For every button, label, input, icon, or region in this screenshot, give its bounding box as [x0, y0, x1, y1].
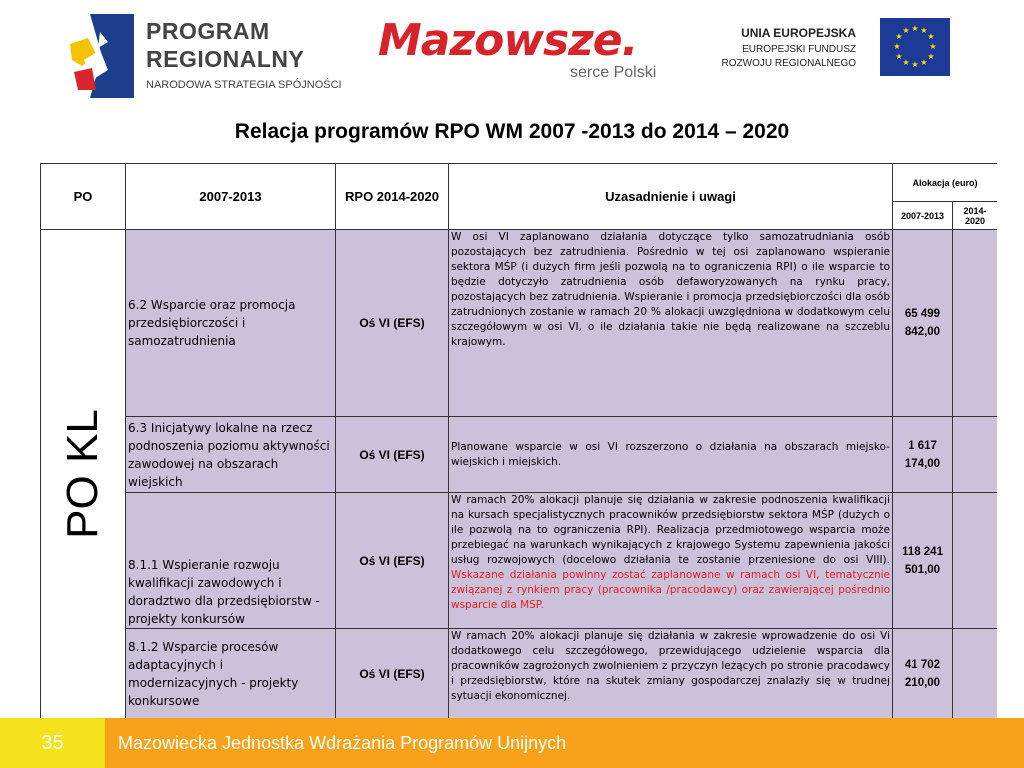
- svg-text:★: ★: [895, 52, 903, 61]
- alloc-2007-cell: [893, 417, 953, 493]
- header-alok-2014: 2014-2020: [953, 202, 998, 230]
- svg-text:★: ★: [927, 52, 935, 61]
- svg-text:★: ★: [920, 58, 928, 67]
- header-rpo-2014-2020: RPO 2014-2020: [336, 164, 449, 230]
- svg-text:★: ★: [927, 32, 935, 41]
- note-text: W ramach 20% alokacji planuje się działania w zakresie podnoszenia kwalifikacji na kursach specjalistycznych pracowników przedsiębiorstw sektora MŚP (dużych o ile pozwolą na to ograniczenia RPI). Realizacja przedmiotowego wsparcia może przebiegać na warunkach wynikających z krajowego Systemu zapewnienia jakości usług rozwojowych (docelowo działania te zostanie przeniesione do osi VIII).: [451, 494, 890, 566]
- note-red-text: Wskazane działania powinny zostać zaplanowane w ramach osi VI, tematycznie związanej z rynkiem pracy (pracownika /pracodawcy) oraz zawierającej pośrednio wsparcie dla MSP.: [451, 569, 890, 611]
- svg-text:★: ★: [902, 26, 910, 35]
- alloc-2014-cell: [953, 417, 998, 493]
- note-cell: [449, 493, 893, 629]
- alloc-line-2: 174,00: [904, 457, 941, 470]
- note-cell: [449, 417, 893, 493]
- eu-line-2: EUROPEJSKI FUNDUSZ: [742, 44, 856, 55]
- svg-text:★: ★: [911, 24, 919, 33]
- footer-bar: [0, 718, 1024, 768]
- svg-text:★: ★: [895, 32, 903, 41]
- axis-cell: Oś VI (EFS): [336, 230, 449, 417]
- program-cell: 8.1.2 Wsparcie procesów adaptacyjnych i modernizacyjnych - projekty konkursowe: [126, 629, 336, 719]
- eu-line-1: UNIA EUROPEJSKA: [741, 26, 856, 40]
- svg-text:★: ★: [911, 60, 919, 69]
- program-line-2: REGIONALNY: [146, 46, 305, 72]
- alloc-2014-cell: [953, 230, 998, 417]
- note-text: W osi VI zaplanowano działania dotyczące tylko samozatrudniania osób pozostających bez zatrudnienia. Pośrednio w tej osi zaplanowano wspieranie sektora MŚP (i dużych firm jeśli pozwolą na to ograniczenia RPI) o ile wsparcie to będzie dotyczyło zatrudnienia osób defaworyzowanych na rynku pracy, pozostających bez zatrudnienia. Wspieranie i promocja przedsiębiorczości dla osób zatrudnionych zostanie w ramach 20 % alokacji uwzględniona w dodatkowym celu szczegółowym w osi VI, o ile działania takie nie będą realizowane na szczeblu krajowym.: [451, 231, 890, 348]
- alloc-line-1: 1 617: [908, 439, 937, 452]
- axis-cell: Oś VI (EFS): [336, 493, 449, 629]
- alloc-line-1: 65 499: [904, 308, 941, 320]
- note-text: Planowane wsparcie w osi VI rozszerzono o działania na obszarach miejsko-wiejskich i miejskich.: [451, 440, 890, 468]
- alloc-2007-cell: [893, 629, 953, 719]
- header-alokacja: Alokacja (euro): [893, 164, 998, 202]
- mazowsze-wordmark: Mazowsze.: [378, 15, 638, 66]
- alloc-line-2: 210,00: [904, 676, 941, 689]
- axis-cell: Oś VI (EFS): [336, 629, 449, 719]
- alloc-line-1: 118 241: [902, 545, 943, 558]
- program-cell: 8.1.1 Wspieranie rozwoju kwalifikacji zawodowych i doradztwo dla przedsiębiorstw - projekty konkursów: [126, 493, 336, 629]
- alloc-2014-cell: [953, 493, 998, 629]
- note-text: W ramach 20% alokacji planuje się działania w zakresie wprowadzenie do osi Vi dodatkowego celu szczegółowego, przewidującego udzielenie wsparcia dla pracowników zagrożonych zwolnieniem z przyczyn leżących po stronie pracodawcy i przedsiębiorstw, które na skutek zmiany gospodarczej znalazły się w trudnej sytuacji ekonomicznej.: [451, 630, 890, 702]
- svg-text:★: ★: [920, 26, 928, 35]
- program-line-3: NARODOWA STRATEGIA SPÓJNOŚCI: [146, 79, 342, 91]
- footer-text: Mazowiecka Jednostka Wdrażania Programów Unijnych: [118, 733, 567, 753]
- program-cell: 6.3 Inicjatywy lokalne na rzecz podnoszenia poziomu aktywności zawodowej na obszarach wiejskich: [126, 417, 336, 493]
- program-regionalny-emblem-icon: [70, 14, 138, 98]
- program-cell: 6.2 Wsparcie oraz promocja przedsiębiorczości i samozatrudnienia: [126, 230, 336, 417]
- alloc-line-2: 842,00: [904, 326, 941, 338]
- page-title: Relacja programów RPO WM 2007 -2013 do 2014 – 2020: [234, 120, 790, 143]
- page-number: 35: [0, 718, 105, 768]
- note-cell: [449, 629, 893, 719]
- note-cell: [449, 230, 893, 417]
- alloc-2007-cell: [893, 230, 953, 417]
- eu-logo: [700, 18, 950, 78]
- svg-text:★: ★: [902, 58, 910, 67]
- header-po: PO: [41, 164, 126, 230]
- program-regionalny-logo: [70, 10, 350, 100]
- header-uzasadnienie: Uzasadnienie i uwagi: [449, 164, 893, 230]
- logo-bar: [0, 0, 1024, 110]
- po-kl-cell: [41, 230, 126, 719]
- rpo-table: [40, 163, 997, 718]
- program-line-1: PROGRAM: [146, 18, 270, 44]
- header-alok-2007: 2007-2013: [893, 202, 953, 230]
- po-kl-label: PO KL: [58, 409, 107, 539]
- alloc-2007-cell: [893, 493, 953, 629]
- eu-flag-icon: [880, 18, 950, 76]
- svg-text:★: ★: [929, 42, 937, 51]
- alloc-line-2: 501,00: [904, 563, 941, 576]
- eu-line-3: ROZWOJU REGIONALNEGO: [721, 58, 856, 69]
- mazowsze-tagline: serce Polski: [570, 64, 657, 81]
- header-2007-2013: 2007-2013: [126, 164, 336, 230]
- alloc-line-1: 41 702: [904, 658, 941, 671]
- axis-cell: Oś VI (EFS): [336, 417, 449, 493]
- mazowsze-logo: [378, 16, 668, 86]
- svg-text:★: ★: [893, 42, 901, 51]
- alloc-2014-cell: [953, 629, 998, 719]
